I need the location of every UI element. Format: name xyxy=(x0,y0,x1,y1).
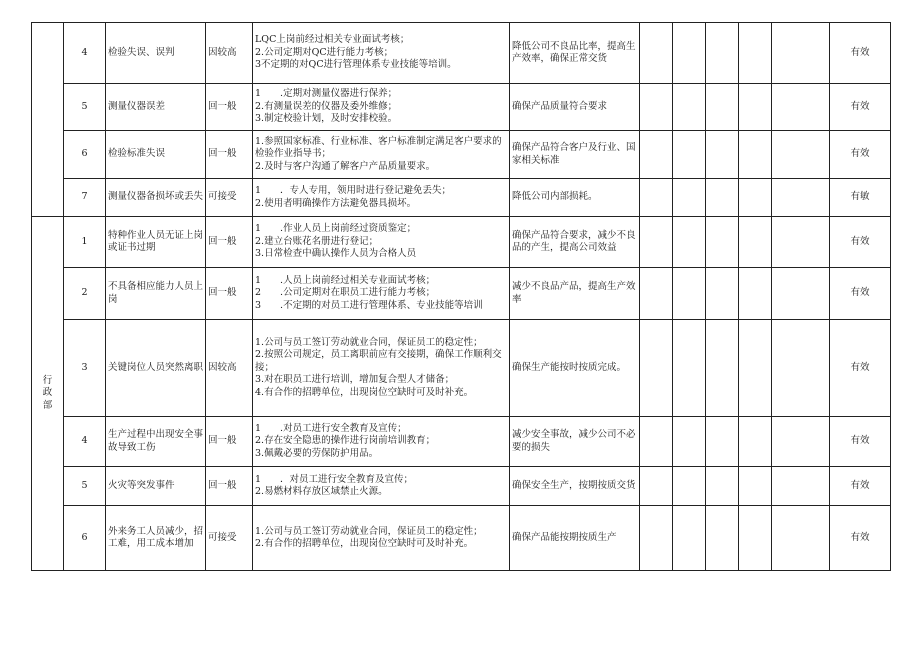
effect-line: 降低公司不良品比率，提高生产效率，确保正常交货 xyxy=(512,40,636,64)
department-cell xyxy=(32,217,64,571)
measures-cell xyxy=(253,417,510,467)
measure-line: 3不定期的对QC进行管理体系专业技能等培训。 xyxy=(255,59,457,71)
effect-line: 确保安全生产，按期按质交货 xyxy=(512,479,636,491)
row-number: 3 xyxy=(64,320,106,417)
empty-cell xyxy=(673,506,706,571)
empty-cell xyxy=(772,506,830,571)
effect-cell xyxy=(510,467,640,506)
table-row xyxy=(32,320,891,417)
measure-line: 1 ．专人专用，领用时进行登记避免丢失； xyxy=(255,185,452,196)
measures-cell xyxy=(253,506,510,571)
empty-cell xyxy=(706,506,739,571)
measure-line: 2.及时与客户沟通了解客户产品质量要求。 xyxy=(255,160,436,172)
effect-line: 确保产品质量符合要求 xyxy=(512,100,608,112)
empty-cell xyxy=(640,467,673,506)
empty-cell xyxy=(706,23,739,84)
status-cell: 有效 xyxy=(830,417,891,467)
empty-cell xyxy=(706,179,739,217)
empty-cell xyxy=(640,84,673,131)
hazard-cell: 外来务工人员减少，招工难，用工成本增加 xyxy=(106,506,206,571)
measure-line: 1 .对员工进行安全教育及宣传； xyxy=(255,422,407,434)
measure-line: 2.建立台账花名册进行登记； xyxy=(255,235,379,247)
hazard-cell: 火灾等突发事件 xyxy=(106,467,206,506)
measure-line: 3.佩戴必要的劳保防护用品。 xyxy=(255,447,379,459)
measures-cell xyxy=(253,179,510,217)
effect-cell xyxy=(510,506,640,571)
measure-line: 3.制定校验计划，及时安排校验。 xyxy=(255,113,398,125)
empty-cell xyxy=(772,217,830,268)
risk-level-cell: 回一般 xyxy=(206,131,253,179)
table-row xyxy=(32,268,891,320)
empty-cell xyxy=(640,131,673,179)
hazard-cell: 检验失误、误判 xyxy=(106,23,206,84)
risk-level-cell: 因较高 xyxy=(206,320,253,417)
empty-cell xyxy=(772,131,830,179)
table-row xyxy=(32,84,891,131)
measure-line: 2.按照公司规定，员工离职前应有交接期，确保工作顺利交接； xyxy=(255,349,502,373)
effect-line: 确保产品能按期按质生产 xyxy=(512,531,617,543)
measure-line: 1.公司与员工签订劳动就业合同，保证员工的稳定性； xyxy=(255,336,483,348)
empty-cell xyxy=(772,179,830,217)
empty-cell xyxy=(673,131,706,179)
empty-cell xyxy=(640,320,673,417)
risk-level-cell: 可接受 xyxy=(206,506,253,571)
measures-cell xyxy=(253,268,510,320)
measure-line: 1 .定期对测量仪器进行保养； xyxy=(255,88,398,100)
empty-cell xyxy=(772,268,830,320)
status-cell: 有效 xyxy=(830,506,891,571)
risk-level-cell: 因较高 xyxy=(206,23,253,84)
row-number: 2 xyxy=(64,268,106,320)
department-char: 行 xyxy=(42,374,53,386)
measure-line: LQC上岗前经过相关专业面试考核； xyxy=(255,34,410,46)
table-row xyxy=(32,506,891,571)
effect-line: 减少安全事故，减少公司不必要的损失 xyxy=(512,429,636,453)
row-number: 4 xyxy=(64,23,106,84)
empty-cell xyxy=(640,506,673,571)
empty-cell xyxy=(739,23,772,84)
empty-cell xyxy=(739,84,772,131)
measures-cell xyxy=(253,320,510,417)
hazard-cell: 检验标准失误 xyxy=(106,131,206,179)
hazard-cell: 测量仪器误差 xyxy=(106,84,206,131)
empty-cell xyxy=(706,84,739,131)
measure-line: 2.存在安全隐患的操作进行岗前培训教育； xyxy=(255,435,436,447)
empty-cell xyxy=(772,23,830,84)
measure-line: 2.易燃材料存放区域禁止火源。 xyxy=(255,486,388,497)
measure-line: 4.有合作的招聘单位，出现岗位空缺时可及时补充。 xyxy=(255,386,474,398)
empty-cell xyxy=(706,417,739,467)
status-cell: 有敏 xyxy=(830,179,891,217)
table-row xyxy=(32,417,891,467)
row-number: 7 xyxy=(64,179,106,217)
measure-line: 2.有测量误差的仪器及委外维修； xyxy=(255,100,398,112)
measure-line: 1.公司与员工签订劳动就业合同，保证员工的稳定性； xyxy=(255,525,483,537)
status-cell: 有效 xyxy=(830,131,891,179)
hazard-cell: 特种作业人员无证上岗或证书过期 xyxy=(106,217,206,268)
measure-line: 1.参照国家标准、行业标准、客户标准制定满足客户要求的检验作业指导书； xyxy=(255,135,502,160)
measures-cell xyxy=(253,84,510,131)
table-row xyxy=(32,467,891,506)
measures-cell xyxy=(253,131,510,179)
measure-line: 3.日常检查中确认操作人员为合格人员 xyxy=(255,248,417,260)
empty-cell xyxy=(673,268,706,320)
measure-line: 1 .人员上岗前经过相关专业面试考核； xyxy=(255,274,436,286)
measure-line: 2.使用者明确操作方法避免器具损坏。 xyxy=(255,197,417,209)
empty-cell xyxy=(640,179,673,217)
risk-level-cell: 回一般 xyxy=(206,417,253,467)
effect-cell xyxy=(510,131,640,179)
empty-cell xyxy=(640,417,673,467)
measures-cell xyxy=(253,467,510,506)
empty-cell xyxy=(739,268,772,320)
measure-line: 1 ．对员工进行安全教育及宣传； xyxy=(255,473,414,485)
row-number: 5 xyxy=(64,467,106,506)
empty-cell xyxy=(772,84,830,131)
measure-line: 2.公司定期对QC进行能力考核； xyxy=(255,46,394,58)
empty-cell xyxy=(673,84,706,131)
effect-cell xyxy=(510,320,640,417)
empty-cell xyxy=(739,506,772,571)
measure-line: 1 .作业人员上岗前经过资质鉴定； xyxy=(255,223,417,235)
empty-cell xyxy=(739,417,772,467)
status-cell: 有效 xyxy=(830,268,891,320)
measure-line: 3.对在职员工进行培训，增加复合型人才储备； xyxy=(255,374,455,386)
empty-cell xyxy=(739,131,772,179)
empty-cell xyxy=(640,217,673,268)
row-number: 4 xyxy=(64,417,106,467)
empty-cell xyxy=(706,268,739,320)
effect-line: 确保产品符合客户及行业、国家相关标准 xyxy=(512,142,636,166)
empty-cell xyxy=(706,320,739,417)
empty-cell xyxy=(772,467,830,506)
table-body xyxy=(32,23,891,571)
empty-cell xyxy=(706,217,739,268)
empty-cell xyxy=(673,320,706,417)
table-row xyxy=(32,23,891,84)
empty-cell xyxy=(739,217,772,268)
risk-assessment-table xyxy=(31,22,891,571)
table-row xyxy=(32,179,891,217)
effect-line: 降低公司内部损耗。 xyxy=(512,191,598,203)
empty-cell xyxy=(739,179,772,217)
risk-level-cell: 回一般 xyxy=(206,217,253,268)
empty-cell xyxy=(772,320,830,417)
effect-line: 确保生产能按时按质完成。 xyxy=(512,361,627,373)
status-cell: 有效 xyxy=(830,84,891,131)
department-char: 政 xyxy=(42,387,53,399)
measure-line: 2.有合作的招聘单位，出现岗位空缺时可及时补充。 xyxy=(255,538,474,549)
department-char: 部 xyxy=(42,399,53,411)
empty-cell xyxy=(739,320,772,417)
table-row xyxy=(32,217,891,268)
risk-level-cell: 回一般 xyxy=(206,84,253,131)
effect-line: 减少不良品产品，提高生产效率 xyxy=(512,281,636,305)
status-cell: 有效 xyxy=(830,467,891,506)
hazard-cell: 关键岗位人员突然离职 xyxy=(106,320,206,417)
empty-cell xyxy=(673,467,706,506)
empty-cell xyxy=(706,467,739,506)
empty-cell xyxy=(640,23,673,84)
row-number: 6 xyxy=(64,506,106,571)
empty-cell xyxy=(772,417,830,467)
empty-cell xyxy=(640,268,673,320)
measure-line: 3 .不定期的对员工进行管理体系、专业技能等培训 xyxy=(255,299,483,311)
hazard-cell: 生产过程中出现安全事故导致工伤 xyxy=(106,417,206,467)
row-number: 1 xyxy=(64,217,106,268)
empty-cell xyxy=(673,179,706,217)
status-cell: 有效 xyxy=(830,217,891,268)
effect-cell xyxy=(510,84,640,131)
hazard-cell: 不具备相应能力人员上岗 xyxy=(106,268,206,320)
empty-cell xyxy=(673,217,706,268)
effect-cell xyxy=(510,417,640,467)
status-cell: 有效 xyxy=(830,23,891,84)
risk-level-cell: 回一般 xyxy=(206,268,253,320)
effect-cell xyxy=(510,23,640,84)
risk-level-cell: 回一般 xyxy=(206,467,253,506)
measures-cell xyxy=(253,217,510,268)
status-cell: 有效 xyxy=(830,320,891,417)
row-number: 6 xyxy=(64,131,106,179)
effect-cell xyxy=(510,268,640,320)
empty-cell xyxy=(706,131,739,179)
effect-cell xyxy=(510,179,640,217)
measure-line: 2 .公司定期对在职员工进行能力考核； xyxy=(255,287,436,299)
measures-cell xyxy=(253,23,510,84)
empty-cell xyxy=(673,23,706,84)
effect-cell xyxy=(510,217,640,268)
table-row xyxy=(32,131,891,179)
empty-cell xyxy=(739,467,772,506)
risk-level-cell: 可接受 xyxy=(206,179,253,217)
row-number: 5 xyxy=(64,84,106,131)
department-cell xyxy=(32,23,64,217)
hazard-cell: 测量仪器备损坏或丢失 xyxy=(106,179,206,217)
empty-cell xyxy=(673,417,706,467)
effect-line: 确保产品符合要求，减少不良品的产生，提高公司效益 xyxy=(512,229,636,253)
